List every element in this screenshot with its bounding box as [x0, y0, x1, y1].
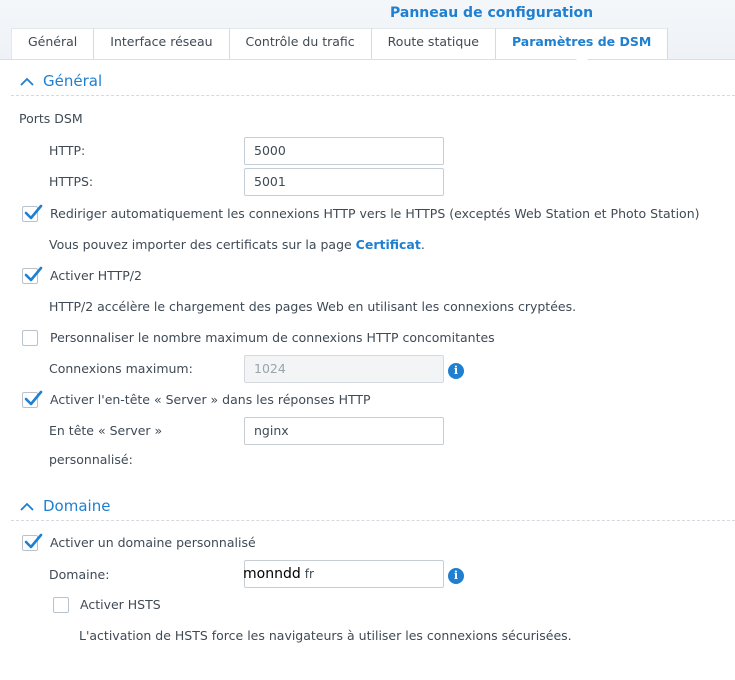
- checkmark-icon: [22, 532, 44, 552]
- server-header-label: Activer l'en-tête « Server » dans les réponses HTTP: [50, 392, 371, 407]
- http2-description: HTTP/2 accélère le chargement des pages Web en utilisant les connexions cryptées.: [49, 299, 577, 314]
- domain-suffix: fr: [304, 567, 314, 581]
- domain-input[interactable]: [244, 560, 444, 588]
- max-connections-input: 1024: [244, 355, 444, 383]
- info-icon[interactable]: i: [448, 568, 464, 584]
- max-connections-label: Personnaliser le nombre maximum de connexions HTTP concomitantes: [50, 330, 495, 345]
- hsts-label: Activer HSTS: [80, 597, 161, 612]
- http-label: HTTP:: [49, 143, 86, 158]
- tab-network-interface[interactable]: Interface réseau: [94, 28, 229, 59]
- info-icon[interactable]: i: [448, 363, 464, 379]
- section-header-general[interactable]: [11, 68, 735, 96]
- domain-value: monndd: [243, 566, 301, 582]
- ports-label: Ports DSM: [19, 111, 83, 126]
- server-header-input[interactable]: nginx: [244, 417, 444, 445]
- max-connections-field-label: Connexions maximum:: [49, 361, 193, 376]
- section-title-domain: Domaine: [43, 497, 111, 515]
- tab-static-route[interactable]: Route statique: [372, 28, 496, 59]
- http2-label: Activer HTTP/2: [50, 268, 142, 283]
- hsts-description: L'activation de HSTS force les navigateurs à utiliser les connexions sécurisées.: [79, 628, 572, 643]
- checkmark-icon: [22, 265, 44, 285]
- tab-traffic-control[interactable]: Contrôle du trafic: [230, 28, 372, 59]
- server-field-label-line2: personnalisé:: [49, 452, 133, 467]
- tab-general[interactable]: Général: [11, 28, 94, 59]
- certificate-link[interactable]: Certificat: [355, 237, 421, 252]
- http2-checkbox[interactable]: [22, 268, 38, 284]
- app-title: Panneau de configuration: [390, 5, 594, 21]
- tab-dsm-settings[interactable]: Paramètres de DSM: [496, 28, 668, 59]
- http-port-input[interactable]: 5000: [244, 137, 444, 165]
- checkmark-icon: [22, 203, 44, 223]
- certificate-hint-prefix: Vous pouvez importer des certificats sur la page: [49, 237, 356, 252]
- domain-field-label: Domaine:: [49, 567, 110, 582]
- header-bar: [0, 0, 735, 60]
- redirect-https-label: Rediriger automatiquement les connexions HTTP vers le HTTPS (exceptés Web Station et Photo Station): [50, 206, 700, 221]
- max-connections-checkbox[interactable]: [22, 330, 38, 346]
- custom-domain-label: Activer un domaine personnalisé: [50, 535, 256, 550]
- chevron-up-icon[interactable]: [19, 75, 35, 89]
- tab-bar: [11, 28, 668, 59]
- custom-domain-checkbox[interactable]: [22, 535, 38, 551]
- server-header-checkbox[interactable]: [22, 392, 38, 408]
- hsts-checkbox[interactable]: [53, 597, 69, 613]
- https-label: HTTPS:: [49, 174, 94, 189]
- certificate-hint-suffix: .: [420, 237, 425, 252]
- https-port-input[interactable]: 5001: [244, 168, 444, 196]
- chevron-up-icon[interactable]: [19, 500, 35, 514]
- redirect-https-checkbox[interactable]: [22, 206, 38, 222]
- section-title-general: Général: [43, 72, 103, 90]
- checkmark-icon: [22, 389, 44, 409]
- certificate-hint: [49, 237, 425, 253]
- section-header-domain[interactable]: [11, 493, 735, 521]
- server-field-label-line1: En tête « Server »: [49, 423, 163, 438]
